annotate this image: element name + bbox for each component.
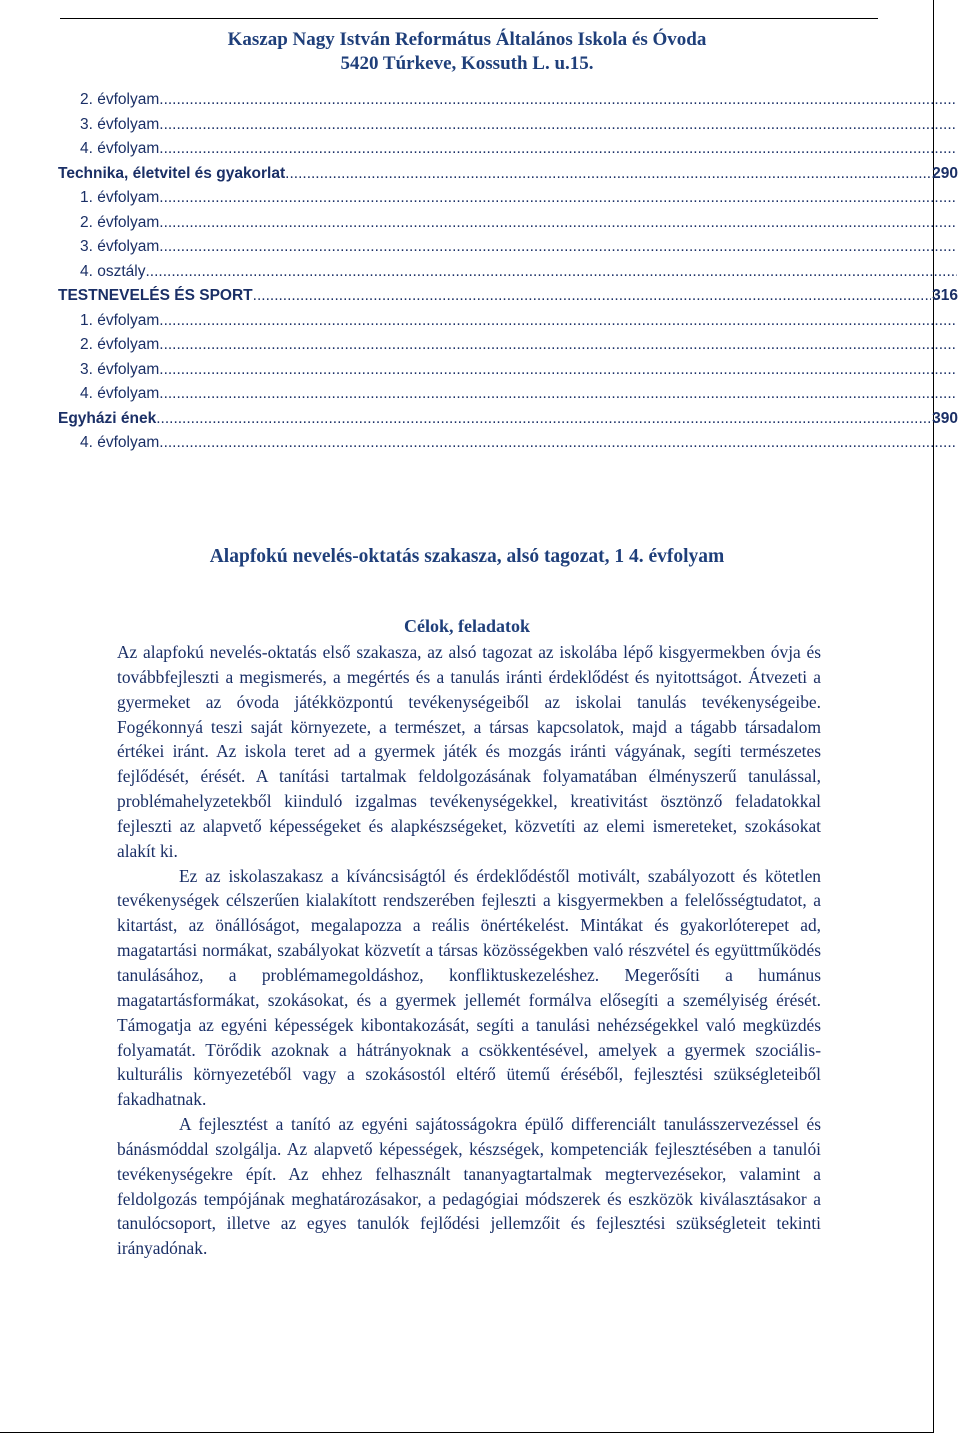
toc-entry[interactable] bbox=[80, 333, 958, 358]
toc-leader-dots bbox=[253, 284, 931, 309]
toc-leader-dots bbox=[159, 333, 957, 358]
document-header bbox=[0, 28, 934, 76]
toc-leader-dots bbox=[159, 186, 957, 211]
toc-entry-label: 4. évfolyam bbox=[80, 434, 160, 451]
toc-leader-dots bbox=[159, 309, 957, 334]
school-address: 5420 Túrkeve, Kossuth L. u.15. bbox=[340, 53, 594, 74]
toc-leader-dots bbox=[159, 382, 957, 407]
toc-leader-dots bbox=[159, 88, 957, 113]
toc-entry[interactable] bbox=[80, 211, 958, 236]
header-rule bbox=[60, 18, 878, 19]
toc-entry-label: 3. évfolyam bbox=[80, 360, 160, 378]
toc-entry-label: Egyházi ének bbox=[58, 409, 157, 427]
toc-entry[interactable] bbox=[80, 235, 958, 260]
toc-leader-dots bbox=[159, 235, 957, 260]
toc-entry[interactable] bbox=[80, 88, 958, 113]
toc-entry-label: 4. évfolyam bbox=[80, 385, 160, 402]
toc-entry[interactable] bbox=[80, 113, 958, 138]
toc-entry-label: 4. osztály bbox=[80, 262, 146, 280]
toc-entry-label: 3. évfolyam bbox=[80, 115, 160, 133]
school-name: Kaszap Nagy István Református Általános Iskola és Óvoda bbox=[227, 29, 707, 50]
table-of-contents bbox=[58, 88, 958, 456]
toc-entry-label: TESTNEVELÉS ÉS SPORT bbox=[58, 287, 253, 304]
toc-entry-label: 1. évfolyam bbox=[80, 311, 160, 329]
toc-leader-dots bbox=[159, 431, 957, 456]
toc-entry-page: 316 bbox=[932, 287, 958, 304]
toc-entry-label: 2. évfolyam bbox=[80, 213, 160, 231]
toc-entry-label: Technika, életvitel és gyakorlat bbox=[58, 164, 286, 182]
toc-entry-label: 3. évfolyam bbox=[80, 238, 160, 255]
section-subtitle: Célok, feladatok bbox=[404, 616, 530, 636]
toc-leader-dots bbox=[159, 211, 957, 236]
toc-entry[interactable] bbox=[80, 186, 958, 211]
toc-leader-dots bbox=[156, 407, 931, 432]
toc-entry-label: 2. évfolyam bbox=[80, 91, 160, 108]
section-title: Alapfokú nevelés-oktatás szakasza, alsó tagozat, 1 4. évfolyam bbox=[209, 546, 725, 567]
paragraph-1: Az alapfokú nevelés-oktatás első szakasza, az alsó tagozat az iskolába lépő kisgyermekben óvja és továbbfejleszti a megismerés, a megértés és a tanulás iránti érdeklődést és nyitottságot. Átvezeti a gyermeket az óvoda játékközpontú tevékenységeiből az iskolai tanulás tevékenységeibe. Fogékonnyá teszi saját környezete, a természet, a társas kapcsolatok, majd a tágabb társadalom értékei iránt. Az iskola teret ad a gyermek játék és mozgás iránti vágyának, segíti természetes fejlődését, érését. A tanítási tartalmak feldolgozásának folyamatában élményszerű tanulással, problémahelyzetekből kiinduló izgalmas tevékenységekkel, kreativitást ösztönző feladatokkal fejleszti az alapvető képességeket és alapkészségeket, közvetíti az elemi ismereteket, szokásokat alakít ki. bbox=[117, 642, 821, 861]
toc-entry[interactable] bbox=[58, 162, 958, 187]
body-text bbox=[117, 640, 821, 1261]
paragraph-3: A fejlesztést a tanító az egyéni sajátosságokra épülő differenciált tanulásszervezéssel és bánásmóddal szolgálja. Az alapvető képességek, készségek, kompetenciák fejlesztésében a tanulói tevékenységekre épít. Az ehhez felhasznált tananyagtartalmak megtervezésekor, valamint a feldolgozás tempójának meghatározásakor, a pedagógiai módszerek és eszközök kiválasztásakor a tanulócsoport, illetve az egyes tanulók fejlődési jellemzőit és fejlesztési szükségleteit tekinti irányadónak. bbox=[117, 1114, 821, 1259]
toc-entry[interactable] bbox=[80, 358, 958, 383]
toc-entry-label: 4. évfolyam bbox=[80, 140, 160, 157]
toc-entry[interactable] bbox=[58, 284, 958, 309]
toc-entry[interactable] bbox=[80, 382, 958, 407]
toc-leader-dots bbox=[159, 137, 957, 162]
toc-leader-dots bbox=[159, 113, 957, 138]
toc-entry[interactable] bbox=[80, 260, 958, 285]
toc-entry[interactable] bbox=[80, 137, 958, 162]
paragraph-2: Ez az iskolaszakasz a kíváncsiságtól és érdeklődéstől motivált, szabályozott és kötetlen tevékenységek célszerűen kialakított rendszerében fejleszti a kisgyermekben a felelősségtudatot, a kitartást, az önállóságot, megalapozza a reális önértékelést. Mintákat és gyakorlóterepet ad, magatartási normákat, szabályokat közvetít a társas közösségekben való részvétel és együttműködés tanulásához, a problémamegoldáshoz, konfliktuskezeléshez. Megerősíti a humánus magatartásformákat, szokásokat, és a gyermek jellemét formálva elősegíti a személyiség érését. Támogatja az egyéni képességek kibontakozását, segíti a tanulási nehézségekkel való megküzdés folyamatát. Törődik azoknak a hátrányoknak a csökkentésével, amelyek a gyermek szociális-kulturális környezetéből vagy a szokásostól eltérő ütemű éréséből, fejlesztési szükségleteiből fakadhatnak. bbox=[117, 865, 821, 1110]
toc-entry-page: 290 bbox=[932, 164, 958, 182]
toc-entry-page: 390 bbox=[932, 409, 958, 427]
toc-leader-dots bbox=[159, 358, 957, 383]
toc-leader-dots bbox=[145, 260, 957, 285]
toc-entry-label: 1. évfolyam bbox=[80, 189, 160, 206]
toc-entry[interactable] bbox=[80, 431, 958, 456]
toc-leader-dots bbox=[285, 162, 931, 187]
toc-entry[interactable] bbox=[80, 309, 958, 334]
toc-entry[interactable] bbox=[58, 407, 958, 432]
toc-entry-label: 2. évfolyam bbox=[80, 336, 160, 353]
